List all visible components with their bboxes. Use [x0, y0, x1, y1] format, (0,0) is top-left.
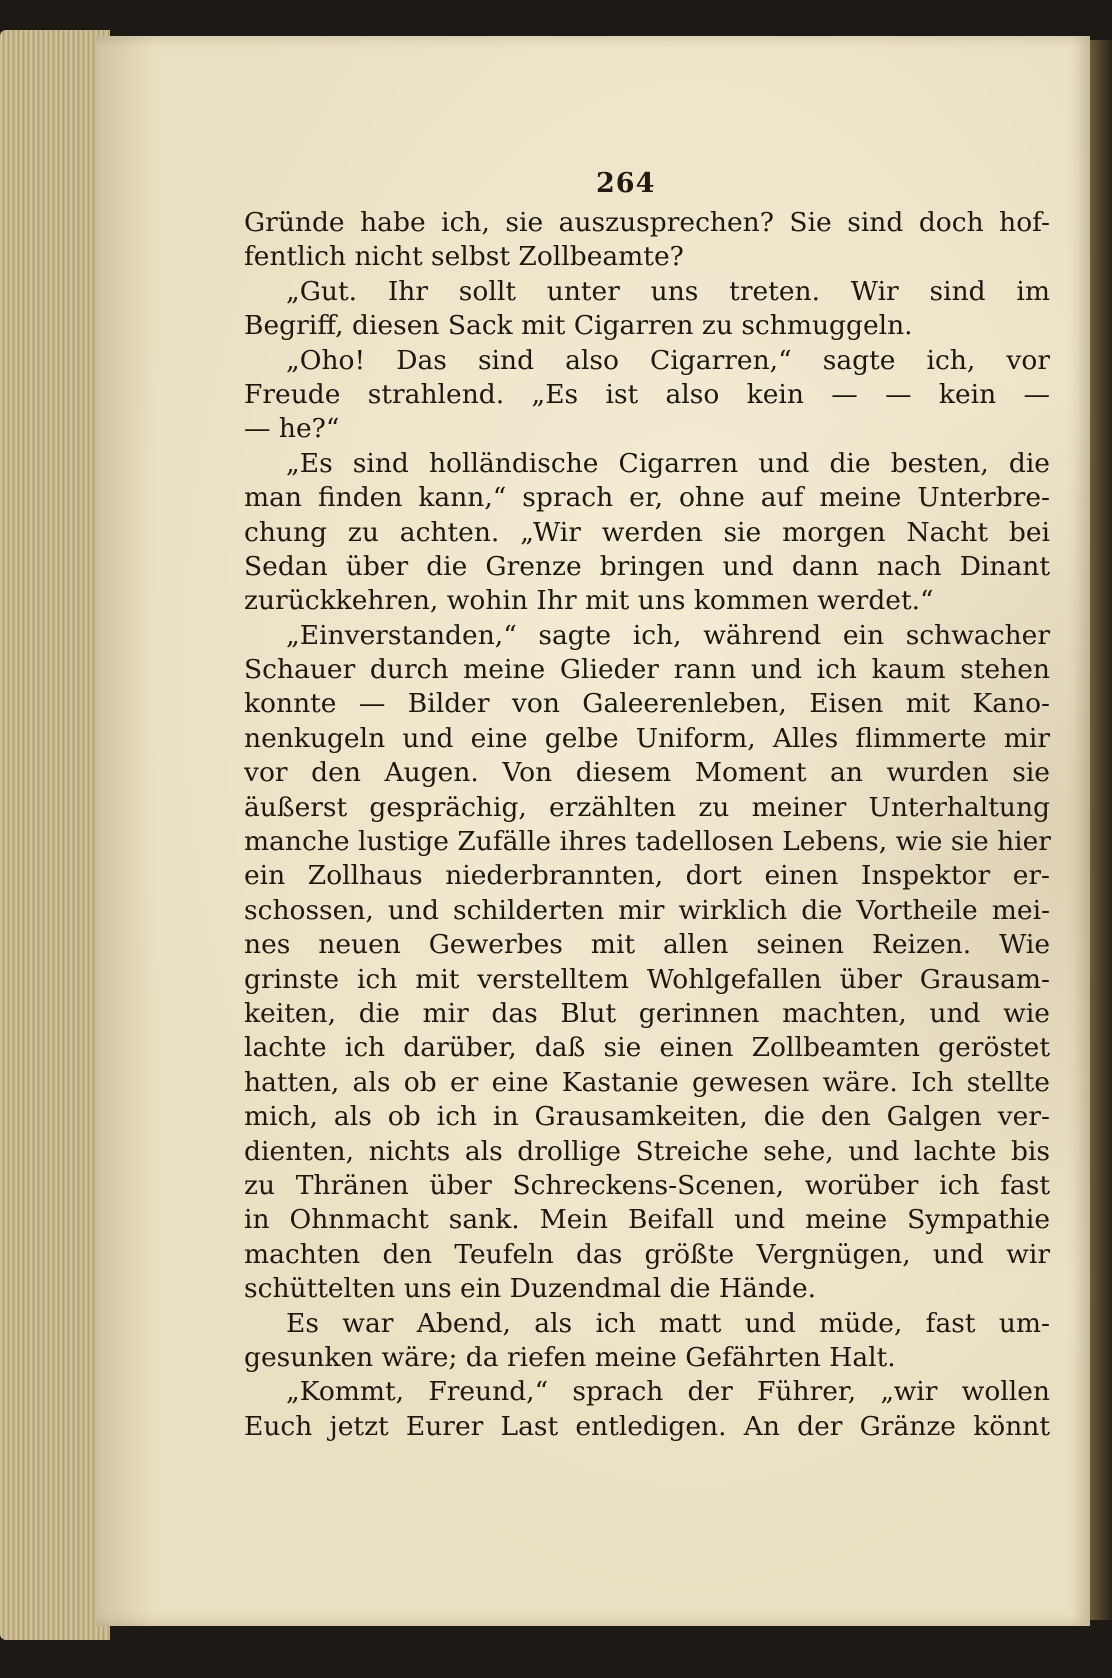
- page-stack-edges: [0, 30, 110, 1640]
- text-line: Freude strahlend. „Es ist also kein — — kein —: [244, 378, 1050, 410]
- text-line: nes neuen Gewerbes mit allen seinen Reizen. Wie: [244, 929, 1050, 961]
- text-line: zurückkehren, wohin Ihr mit uns kommen werdet.“: [244, 585, 934, 617]
- text-line: zu Thränen über Schreckens-Scenen, worüber ich fast: [244, 1169, 1050, 1201]
- text-line: äußerst gesprächig, erzählten zu meiner Unterhaltung: [244, 791, 1050, 823]
- text-line: hatten, als ob er eine Kastanie gewesen wäre. Ich stellte: [244, 1066, 1050, 1098]
- body-text: [244, 206, 1050, 1444]
- text-line: gesunken wäre; da riefen meine Gefährten Halt.: [244, 1341, 896, 1373]
- text-line: mich, als ob ich in Grausamkeiten, die den Galgen ver-: [244, 1101, 1050, 1133]
- text-line: manche lustige Zufälle ihres tadellosen Lebens, wie sie hier: [244, 826, 1051, 858]
- text-line: „Oho! Das sind also Cigarren,“ sagte ich, vor: [286, 344, 1050, 376]
- text-line: ein Zollhaus niederbrannten, dort einen Inspektor er-: [244, 860, 1050, 892]
- text-line: nenkugeln und eine gelbe Uniform, Alles flimmerte mir: [244, 722, 1050, 754]
- book-binding-shadow: [1090, 40, 1112, 1620]
- page-number: 264: [596, 168, 656, 199]
- text-line: „Einverstanden,“ sagte ich, während ein schwacher: [286, 619, 1050, 651]
- text-line: Begriff, diesen Sack mit Cigarren zu schmuggeln.: [244, 310, 913, 342]
- text-line: „Kommt, Freund,“ sprach der Führer, „wir wollen: [286, 1376, 1050, 1408]
- text-line: dienten, nichts als drollige Streiche sehe, und lachte bis: [244, 1135, 1050, 1167]
- text-line: in Ohnmacht sank. Mein Beifall und meine Sympathie: [244, 1204, 1050, 1236]
- text-line: chung zu achten. „Wir werden sie morgen Nacht bei: [244, 516, 1050, 548]
- text-line: grinste ich mit verstelltem Wohlgefallen über Grausam-: [244, 963, 1050, 995]
- text-line: Schauer durch meine Glieder rann und ich kaum stehen: [244, 654, 1050, 686]
- text-line: machten den Teufeln das größte Vergnügen, und wir: [244, 1238, 1050, 1270]
- text-line: schossen, und schilderten mir wirklich die Vortheile mei-: [244, 894, 1050, 926]
- text-line: Es war Abend, als ich matt und müde, fast um-: [286, 1307, 1050, 1339]
- text-line: Euch jetzt Eurer Last entledigen. An der Gränze könnt: [244, 1410, 1050, 1442]
- text-line: Gründe habe ich, sie auszusprechen? Sie sind doch hof-: [244, 207, 1050, 238]
- text-line: „Es sind holländische Cigarren und die besten, die: [286, 447, 1050, 479]
- text-line: konnte — Bilder von Galeerenleben, Eisen mit Kano-: [244, 688, 1050, 720]
- text-line: vor den Augen. Von diesem Moment an wurden sie: [244, 757, 1050, 789]
- text-line: fentlich nicht selbst Zollbeamte?: [244, 241, 684, 273]
- text-line: — he?“: [244, 413, 340, 445]
- text-line: keiten, die mir das Blut gerinnen machten, und wie: [244, 997, 1050, 1029]
- text-line: „Gut. Ihr sollt unter uns treten. Wir sind im: [286, 275, 1050, 307]
- text-line: man finden kann,“ sprach er, ohne auf meine Unterbre-: [244, 482, 1050, 514]
- text-line: schüttelten uns ein Duzendmal die Hände.: [244, 1273, 817, 1305]
- text-line: Sedan über die Grenze bringen und dann nach Dinant: [244, 550, 1050, 582]
- text-line: lachte ich darüber, daß sie einen Zollbeamten geröstet: [244, 1032, 1050, 1064]
